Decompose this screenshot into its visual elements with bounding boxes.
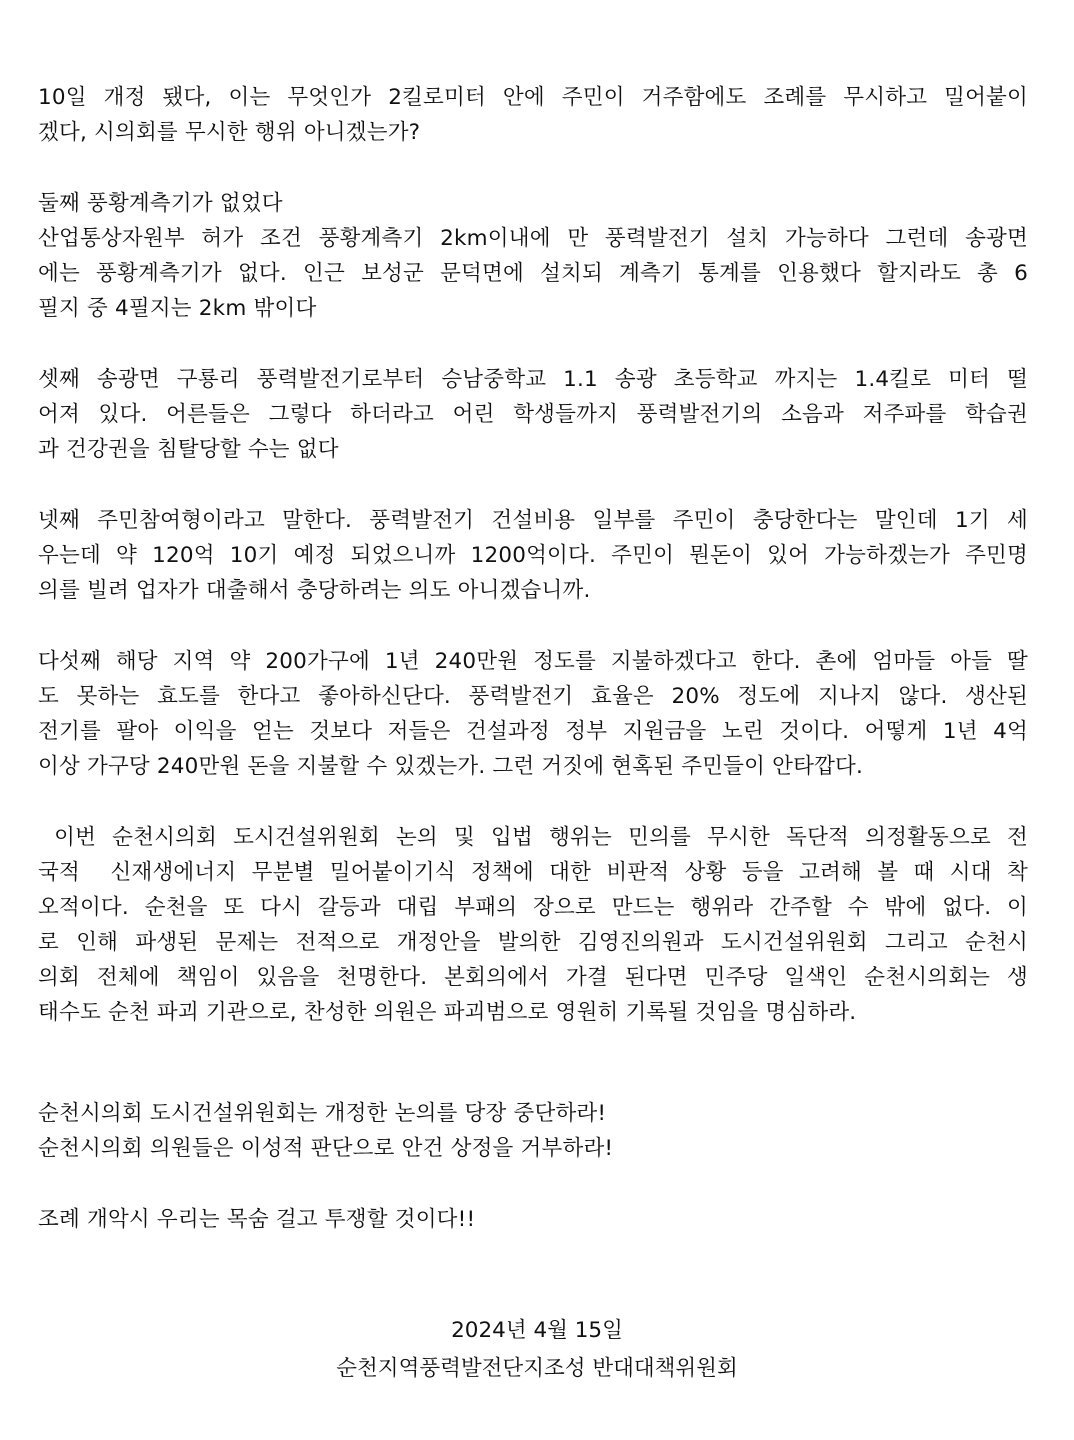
text-line: 겠다, 시의회를 무시한 행위 아니겠는가? — [38, 120, 421, 145]
text-line: 의회 전체에 책임이 있음을 천명한다. 본회의에서 가결 된다면 민주당 일색인 순천시의회는 생 — [38, 965, 1028, 990]
text-line: 이상 가구당 240만원 돈을 지불할 수 있겠는가. 그런 거짓에 현혹된 주민들이 안타깝다. — [38, 754, 864, 779]
paragraph-heading: 둘째 풍황계측기가 없었다 — [38, 191, 283, 216]
text-line: 전기를 팔아 이익을 얻는 것보다 저들은 건설과정 정부 지원금을 노린 것이다. 어떻게 1년 4억 — [38, 719, 1028, 744]
text-line: 다섯째 해당 지역 약 200가구에 1년 240만원 정도를 지불하겠다고 한다. 촌에 엄마들 아들 딸 — [38, 649, 1028, 674]
issuing-organization: 순천지역풍력발전단지조성 반대대책위원회 — [336, 1356, 738, 1381]
demand-line: 순천시의회 도시건설위원회는 개정한 논의를 당장 중단하라! — [38, 1101, 607, 1126]
statement-body — [38, 80, 1028, 1237]
text-line: 10일 개정 됐다, 이는 무엇인가 2킬로미터 안에 주민이 거주함에도 조례를 무시하고 밀어붙이 — [38, 85, 1028, 110]
closing-statement-block — [38, 1202, 1028, 1237]
paragraph-third — [38, 362, 1028, 467]
text-line: 의를 빌려 업자가 대출해서 충당하려는 의도 아니겠습니까. — [38, 578, 591, 603]
statement-date: 2024년 4월 15일 — [451, 1318, 623, 1343]
demand-line: 순천시의회 의원들은 이성적 판단으로 안건 상정을 거부하라! — [38, 1136, 614, 1161]
paragraph-fifth — [38, 644, 1028, 784]
text-line: 에는 풍황계측기가 없다. 인근 보성군 문덕면에 설치되 계측기 통계를 인용했다 할지라도 총 6 — [38, 261, 1028, 286]
demands-list — [38, 1096, 1028, 1166]
text-line: 국적 신재생에너지 무분별 밀어붙이기식 정책에 대한 비판적 상황 등을 고려해 볼 때 시대 착 — [38, 860, 1028, 885]
paragraph-first — [38, 80, 1028, 150]
text-line: 과 건강권을 침탈당할 수는 없다 — [38, 437, 339, 462]
text-line: 우는데 약 120억 10기 예정 되었으니까 1200억이다. 주민이 뭔돈이 있어 가능하겠는가 주민명 — [38, 543, 1028, 568]
text-line: 넷째 주민참여형이라고 말한다. 풍력발전기 건설비용 일부를 주민이 충당한다는 말인데 1기 세 — [38, 508, 1028, 533]
text-line: 태수도 순천 파괴 기관으로, 찬성한 의원은 파괴범으로 영원히 기록될 것임을 명심하라. — [38, 1000, 857, 1025]
closing-statement: 조례 개악시 우리는 목숨 걸고 투쟁할 것이다!! — [38, 1207, 476, 1232]
text-line: 도 못하는 효도를 한다고 좋아하신단다. 풍력발전기 효율은 20% 정도에 지나지 않다. 생산된 — [38, 684, 1028, 709]
paragraph-second — [38, 186, 1028, 326]
paragraph-fourth — [38, 503, 1028, 608]
text-line: 필지 중 4필지는 2km 밖이다 — [38, 296, 317, 321]
text-line: 어져 있다. 어른들은 그렇다 하더라고 어린 학생들까지 풍력발전기의 소음과 저주파를 학습권 — [38, 402, 1028, 427]
text-line: 오적이다. 순천을 또 다시 갈등과 대립 부패의 장으로 만드는 행위라 간주할 수 밖에 없다. 이 — [38, 895, 1028, 920]
text-line: 산업통상자원부 허가 조건 풍황계측기 2km이내에 만 풍력발전기 설치 가능하다 그런데 송광면 — [38, 226, 1028, 251]
paragraph-conclusion — [38, 820, 1028, 1030]
text-line: 셋째 송광면 구룡리 풍력발전기로부터 승남중학교 1.1 송광 초등학교 까지는 1.4킬로 미터 떨 — [38, 367, 1028, 392]
text-line: 이번 순천시의회 도시건설위원회 논의 및 입법 행위는 민의를 무시한 독단적 의정활동으로 전 — [38, 825, 1028, 850]
text-line: 로 인해 파생된 문제는 전적으로 개정안을 발의한 김영진의원과 도시건설위원회 그리고 순천시 — [38, 930, 1028, 955]
